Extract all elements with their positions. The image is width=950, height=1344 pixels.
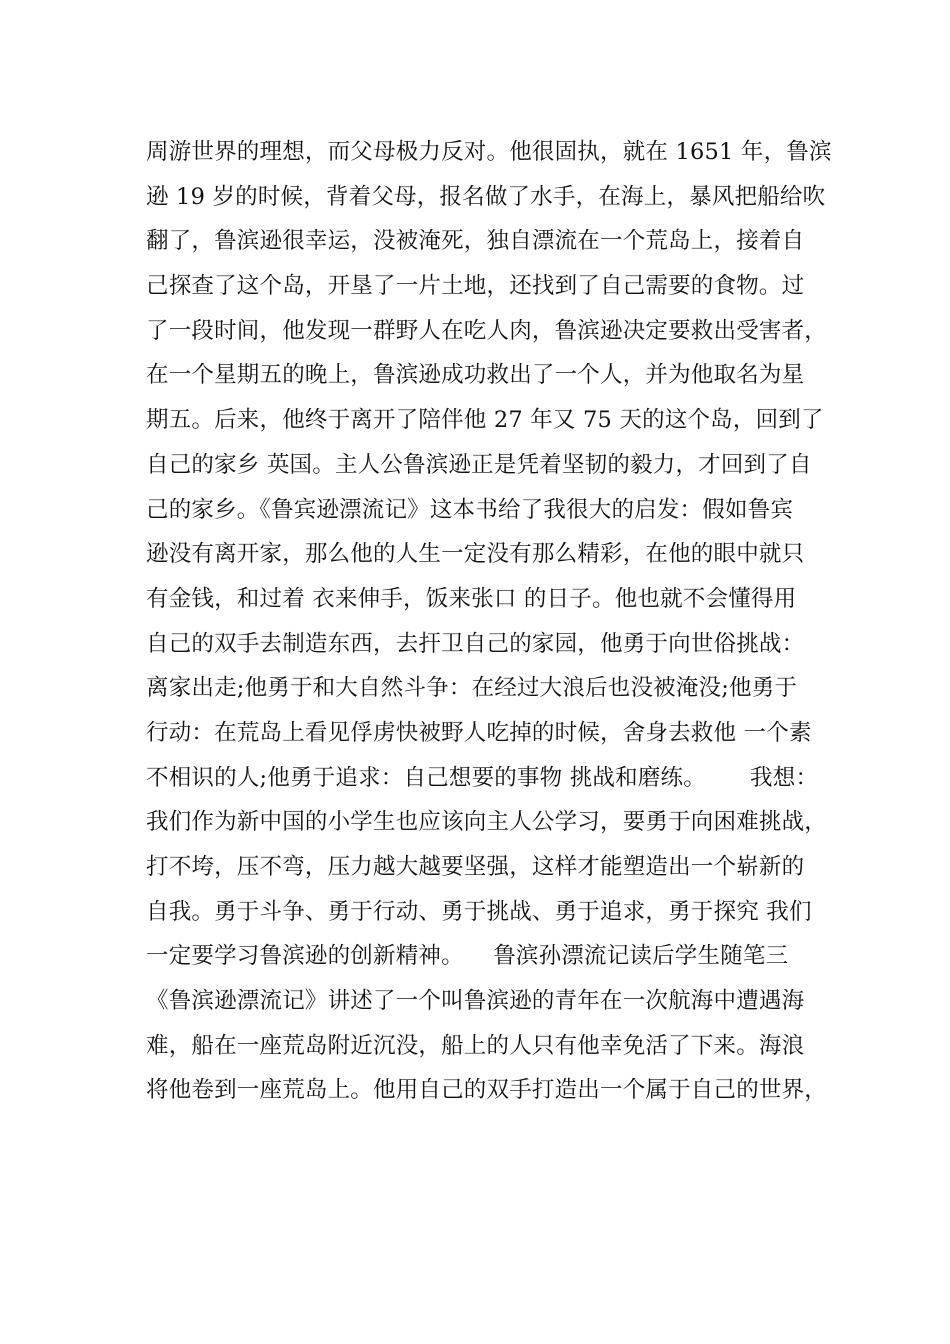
text-line: 有金钱，和过着 衣来伸手，饭来张口 的日子。他也就不会懂得用	[146, 585, 797, 612]
text-line: 难，船在一座荒岛附近沉没，船上的人只有他幸免活了下来。海浪	[146, 1032, 805, 1059]
text-line: 在一个星期五的晚上，鲁滨逊成功救出了一个人，并为他取名为星	[146, 362, 805, 389]
text-line: 己的家乡。《鲁宾逊漂流记》这本书给了我很大的启发：假如鲁宾	[146, 496, 794, 523]
text-line: 自我。勇于斗争、勇于行动、勇于挑战、勇于追求，勇于探究 我们	[146, 898, 812, 925]
text-line: 不相识的人;他勇于追求：自己想要的事物 挑战和磨练。 我想：	[146, 764, 819, 791]
text-line: 《鲁滨逊漂流记》讲述了一个叫鲁滨逊的青年在一次航海中遭遇海	[146, 988, 805, 1015]
text-line: 期五。后来，他终于离开了陪伴他 27 年又 75 天的这个岛，回到了	[146, 407, 824, 434]
text-line: 行动：在荒岛上看见俘虏快被野人吃掉的时候，舍身去救他 一个素	[146, 719, 812, 746]
body-text	[146, 130, 846, 1113]
text-line: 周游世界的理想，而父母极力反对。他很固执，就在 1651 年，鲁滨	[146, 139, 832, 165]
text-line: 一定要学习鲁滨逊的创新精神。 鲁滨孙漂流记读后学生随笔三	[146, 943, 789, 970]
text-line: 自己的双手去制造东西，去扞卫自己的家园，他勇于向世俗挑战：	[146, 630, 805, 657]
text-line: 自己的家乡 英国。主人公鲁滨逊正是凭着坚韧的毅力，才回到了自	[146, 451, 812, 478]
text-line: 打不垮，压不弯，压力越大越要坚强，这样才能塑造出一个崭新的	[146, 854, 805, 880]
text-line: 将他卷到一座荒岛上。他用自己的双手打造出一个属于自己的世界，	[146, 1077, 828, 1104]
text-line: 逊没有离开家，那么他的人生一定没有那么精彩，在他的眼中就只	[146, 541, 805, 568]
text-line: 了一段时间，他发现一群野人在吃人肉，鲁滨逊决定要救出受害者，	[146, 317, 828, 344]
text-line: 翻了，鲁滨逊很幸运，没被淹死，独自漂流在一个荒岛上，接着自	[146, 228, 805, 255]
text-line: 我们作为新中国的小学生也应该向主人公学习，要勇于向困难挑战，	[146, 809, 828, 836]
text-line: 逊 19 岁的时候，背着父母，报名做了水手，在海上，暴风把船给吹	[146, 183, 826, 210]
text-line: 离家出走;他勇于和大自然斗争：在经过大浪后也没被淹没;他勇于	[146, 675, 798, 702]
text-line: 己探查了这个岛，开垦了一片土地，还找到了自己需要的食物。过	[146, 273, 805, 300]
